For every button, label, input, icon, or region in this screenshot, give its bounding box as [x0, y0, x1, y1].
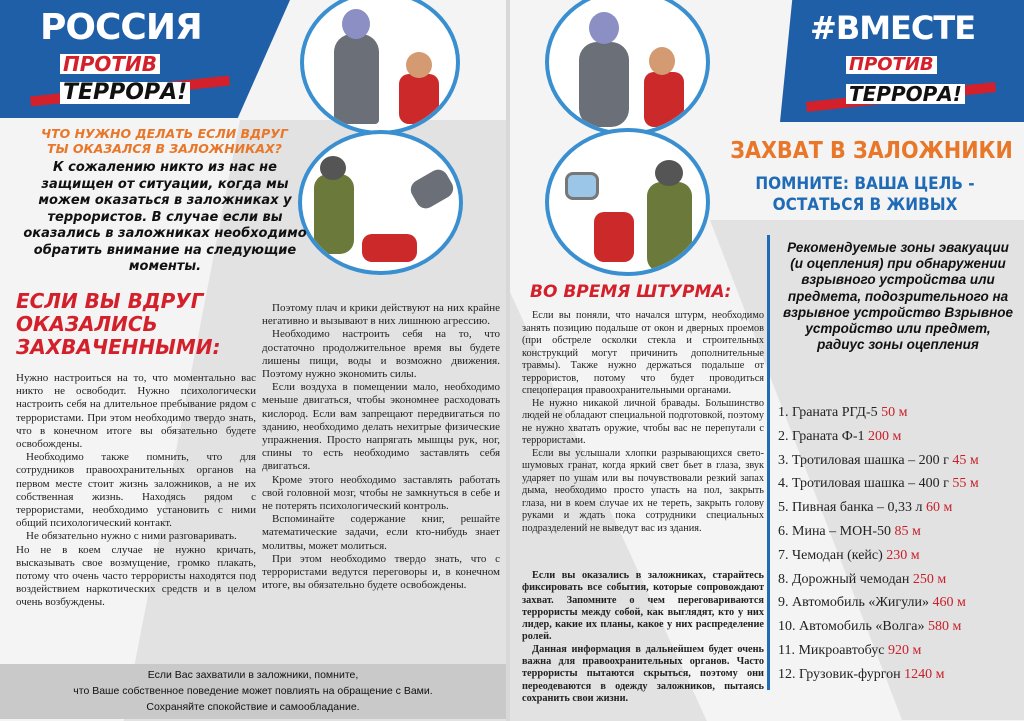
subtitle-line: ПОМНИТЕ: ВАША ЦЕЛЬ -	[755, 174, 975, 194]
zone-item-name: 5. Пивная банка – 0,33 л	[778, 500, 923, 516]
logo-text: ПРОТИВ	[60, 54, 160, 74]
illustration-hostage-gunman	[300, 0, 460, 135]
paragraph: Если воздуха в помещении мало, необходимо меньше двигаться, чтобы экономнее расходовать кислород. Если вам запрещают передвигаться по зданию, необходимо делать нехитрые физические упражнения. Просто напрягать мышцы рук, ног, спины то есть необходимо заставлять себя двигаться.	[262, 381, 500, 473]
paragraph: Поэтому плач и крики действуют на них крайне негативно и вызывают в них лишнюю агрессию.	[262, 302, 500, 328]
footer-line: Сохраняйте спокойствие и самообладание.	[146, 701, 360, 713]
zone-item-name: 6. Мина – МОН-50	[778, 523, 891, 539]
logo-text: РОССИЯ	[40, 7, 202, 48]
zone-item-name: 11. Микроавтобус	[778, 642, 885, 658]
zone-item-name: 2. Граната Ф-1	[778, 428, 865, 444]
paragraph: Кроме этого необходимо заставлять работать свой головной мозг, чтобы не замкнуться в себе и не потерять психологический контроль.	[262, 473, 500, 513]
zone-item-name: 1. Граната РГД-5	[778, 405, 878, 420]
zone-item	[778, 572, 979, 596]
zone-radius: 45 м	[952, 452, 979, 468]
paragraph: Не нужно никакой личной бравады. Большинство людей не обладают специальной подготовкой, поэтому не нужно хватать оружие, чтобы вас не перепутали с террористами.	[522, 397, 764, 446]
logo-text: ТЕРРОРА!	[60, 82, 190, 104]
text-column-2	[262, 302, 500, 592]
intro-text: К сожалению никто из нас не защищен от ситуации, когда мы можем оказаться в заложниках у террористов. В случае если вы оказались в заложниках необходимо обратить внимание на следующие моменты.	[23, 160, 307, 274]
logo-text: #ВМЕСТЕ	[810, 9, 976, 47]
hostage-text	[522, 570, 764, 705]
paragraph: Но не в коем случае не нужно кричать, высказывать свое возмущение, громко плакать, потому что очень часто террористы находятся под воздействием наркотических средств и в целом очень возбуждены.	[16, 543, 256, 609]
paragraph: Если вы поняли, что начался штурм, необходимо занять позицию подальше от окон и дверных проемов (при обстреле осколки стекла и строительных конструкций могут причинить дополнительные травмы). Также нужно держаться подальше от террористов, потому что будет проводиться спецоперация правоохранительными органами.	[522, 310, 764, 396]
logo-text: ТЕРРОРА!	[846, 84, 965, 104]
zone-radius: 55 м	[952, 476, 979, 492]
zones-heading: Рекомендуемые зоны эвакуации (и оцепления) при обнаружении взрывного устройства или предмета, подозрительного на взрывное устройство Взрывное устройство или предмет, радиус зоны оцепления	[782, 240, 1013, 353]
zone-radius: 200 м	[868, 428, 902, 444]
paragraph: Если вы оказались в заложниках, старайтесь фиксировать все события, которые сопровождают захват. Запомните о чем переговариваются террористы между собой, как выглядят, кто у них лидер, какие их планы, какое у них распределение ролей.	[522, 570, 764, 643]
zone-item-name: 10. Автомобиль «Волга»	[778, 619, 925, 635]
page-title: ЗАХВАТ В ЗАЛОЖНИКИ	[730, 138, 1013, 164]
zone-item-name: 9. Автомобиль «Жигули»	[778, 595, 930, 611]
zone-item	[778, 429, 979, 453]
question-line: ЧТО НУЖНО ДЕЛАТЬ ЕСЛИ ВДРУГ	[41, 126, 288, 141]
zone-item-name: 8. Дорожный чемодан	[778, 571, 910, 587]
zone-item	[778, 524, 979, 548]
logo-text: ПРОТИВ	[846, 56, 937, 74]
zone-item-name: 12. Грузовик-фургон	[778, 666, 901, 682]
zone-item	[778, 548, 979, 572]
zone-item-name: 7. Чемодан (кейс)	[778, 547, 883, 563]
illustration-assault	[298, 130, 463, 275]
paragraph: При этом необходимо твердо знать, что с террористами ведутся переговоры и, в конечном итоге, вы обязательно будете освобождены.	[262, 552, 500, 592]
footer-line: Если Вас захватили в заложники, помните,	[147, 669, 359, 681]
footer-note	[0, 664, 506, 719]
paragraph: Данная информация в дальнейшем будет очень важна для правоохранительных органов. Часто террористы пытаются скрыться, поэтому они переодеваются в одежду заложников, пытаясь сохранить свои жизни.	[522, 643, 764, 704]
zone-item	[778, 476, 979, 500]
question-heading	[22, 126, 307, 156]
subtitle-line: ОСТАТЬСЯ В ЖИВЫХ	[772, 195, 958, 215]
subtitle	[730, 174, 1000, 216]
zone-radius: 230 м	[886, 547, 920, 563]
zone-item-name: 3. Тротиловая шашка – 200 г	[778, 452, 949, 468]
zone-radius: 1240 м	[904, 666, 945, 682]
zone-item	[778, 453, 979, 477]
question-line: ТЫ ОКАЗАЛСЯ В ЗАЛОЖНИКАХ?	[47, 141, 282, 156]
zone-item	[778, 500, 979, 524]
zones-list	[778, 405, 979, 691]
paragraph: Необходимо также помнить, что для сотрудников правоохранительных органов на первом месте стоит жизнь заложников, а не их собственная жизнь. Находясь рядом с террористами, необходимо установить с ними общий психологический контакт.	[16, 451, 256, 530]
paragraph: Если вы услышали хлопки разрывающихся свето-шумовых гранат, когда яркий свет бьет в глаза, звук ударяет по ушам или вы почувствовали резкий запах дыма, необходимо просто упасть на пол, закрыть глаза, ни в коем случае их не тереть, закрыть голову руками и ждать пока сотрудники специальных подразделений не выведут вас из здания.	[522, 447, 764, 534]
illustration-rescue	[545, 128, 710, 276]
zone-radius: 580 м	[927, 619, 962, 635]
zone-item	[778, 619, 979, 643]
storm-text	[522, 310, 764, 535]
text-column-1	[16, 372, 256, 610]
divider-line	[767, 235, 770, 690]
paragraph: Вспоминайте содержание книг, решайте математические задачи, если кто-нибудь знает молитвы, может молиться.	[262, 513, 500, 552]
section-heading	[16, 290, 221, 359]
paragraph: Не обязательно нужно с ними разговаривать.	[26, 530, 237, 543]
zone-item	[778, 595, 979, 619]
paragraph: Необходимо настроить себя на то, что достаточно продолжительное время вы будете лишены пищи, воды и возможно движения. Поэтому нужно экономить силы.	[262, 328, 500, 381]
zone-radius: 60 м	[925, 500, 953, 516]
zone-radius: 460 м	[932, 595, 966, 611]
heading-line: ОКАЗАЛИСЬ	[16, 312, 158, 336]
heading-line: ЕСЛИ ВЫ ВДРУГ	[16, 289, 204, 313]
zone-item	[778, 643, 979, 667]
storm-heading: ВО ВРЕМЯ ШТУРМА:	[530, 282, 732, 302]
zone-radius: 50 м	[881, 405, 908, 420]
illustration-hostage-gunman	[545, 0, 710, 136]
zone-item-name: 4. Тротиловая шашка – 400 г	[778, 476, 949, 492]
zone-item	[778, 667, 979, 691]
footer-line: что Ваше собственное поведение может повлиять на обращение с Вами.	[73, 685, 433, 697]
zone-radius: 250 м	[912, 571, 947, 587]
zone-radius: 85 м	[894, 523, 921, 539]
heading-line: ЗАХВАЧЕННЫМИ:	[16, 335, 221, 359]
zone-radius: 920 м	[887, 642, 922, 658]
zone-item	[778, 405, 979, 429]
paragraph: Нужно настроиться на то, что моментально вас никто не освободит. Нужно психологически настроить себя на длительное пребывание рядом с террористами. При этом необходимо твердо знать, что в конечном итоге вы обязательно будете освобождены.	[16, 372, 256, 451]
left-page	[0, 0, 506, 721]
